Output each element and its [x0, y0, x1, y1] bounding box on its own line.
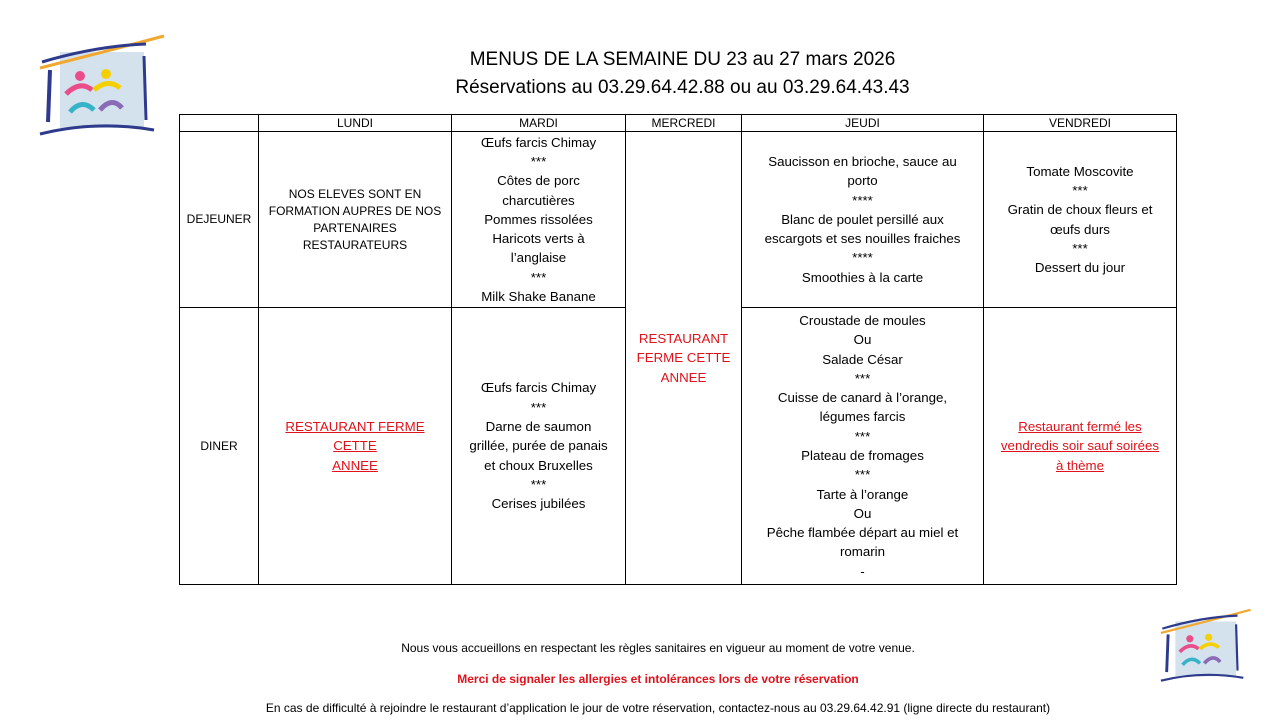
menu-line: porto	[847, 173, 878, 189]
menu-line: Croustade de moules	[799, 312, 926, 328]
menu-line: Côtes de porc	[497, 173, 580, 189]
table-row-dejeuner	[180, 132, 1177, 308]
menu-line: romarin	[839, 544, 886, 560]
menu-line: Gratin de choux fleurs et	[1007, 202, 1153, 218]
menu-line: Œufs farcis Chimay	[480, 134, 597, 150]
column-header-mercredi: MERCREDI	[626, 115, 742, 132]
menu-line: ****	[852, 192, 873, 208]
page-title: MENUS DE LA SEMAINE DU 23 au 27 mars 2026	[469, 49, 896, 70]
menu-line: charcutières	[502, 192, 575, 208]
contact-notice: En cas de difficulté à rejoindre le restaurant d’application le jour de votre réservation, contactez-nous au 03.29.64.42.91 (ligne directe du restaurant)	[265, 701, 1051, 715]
menu-line: PARTENAIRES	[313, 220, 397, 235]
menu-line: NOS ELEVES SONT EN	[288, 186, 422, 201]
row-label-diner: DINER	[180, 308, 259, 585]
menu-line: FORMATION AUPRES DE NOS	[268, 203, 442, 218]
menu-line: -	[860, 563, 865, 579]
reservation-phones: Réservations au 03.29.64.42.88 ou au 03.29.64.43.43	[455, 77, 910, 98]
closed-notice-line: RESTAURANT	[638, 331, 729, 347]
menu-line: Saucisson en brioche, sauce au	[768, 153, 957, 169]
cell-lundi-dejeuner	[259, 132, 452, 308]
menu-line: Salade César	[822, 351, 903, 367]
menu-line: Pêche flambée départ au miel et	[766, 525, 959, 541]
menu-line: légumes farcis	[819, 409, 906, 425]
weekly-menu-table	[179, 114, 1177, 585]
cell-mardi-diner	[452, 308, 626, 585]
menu-line: Blanc de poulet persillé aux	[781, 211, 944, 227]
menu-line: ***	[530, 399, 547, 415]
column-header-lundi: LUNDI	[259, 115, 452, 132]
menu-line: ***	[530, 476, 547, 492]
menu-line: Ou	[853, 505, 872, 521]
cell-vendredi-diner	[984, 308, 1177, 585]
menu-line: Smoothies à la carte	[801, 269, 924, 285]
menu-line: et choux Bruxelles	[484, 457, 593, 473]
menu-line: ***	[1072, 182, 1088, 198]
cell-mardi-dejeuner	[452, 132, 626, 308]
column-header-mardi: MARDI	[452, 115, 626, 132]
row-label-dejeuner: DEJEUNER	[180, 132, 259, 308]
cell-lundi-diner	[259, 308, 452, 585]
corner-cell	[180, 115, 259, 132]
cell-jeudi-diner	[742, 308, 984, 585]
menu-line: Darne de saumon	[485, 419, 592, 435]
closed-notice-line: à thème	[1055, 457, 1105, 473]
cell-mercredi-closed	[626, 132, 742, 585]
closed-notice-line: Restaurant fermé les	[1018, 419, 1142, 435]
menu-line: Dessert du jour	[1034, 260, 1126, 276]
closed-notice-line: ANNEE	[332, 457, 378, 473]
closed-notice-line: FERME CETTE	[636, 350, 731, 366]
menu-line: ****	[852, 250, 873, 266]
menu-line: Pommes rissolées	[484, 211, 593, 227]
menu-line: Tomate Moscovite	[1026, 163, 1134, 179]
allergy-notice: Merci de signaler les allergies et intolérances lors de votre réservation	[457, 672, 859, 686]
menu-line: RESTAURATEURS	[302, 237, 408, 252]
menu-line: Cerises jubilées	[491, 496, 586, 512]
closed-notice-line: vendredis soir sauf soirées	[1000, 438, 1160, 454]
menu-line: grillée, purée de panais	[469, 438, 608, 454]
menu-line: ***	[854, 428, 871, 444]
menu-line: œufs durs	[1050, 221, 1110, 237]
column-header-vendredi: VENDREDI	[984, 115, 1177, 132]
cell-vendredi-dejeuner	[984, 132, 1177, 308]
closed-notice-line: RESTAURANT FERME CETTE	[285, 419, 425, 454]
menu-line: Œufs farcis Chimay	[480, 380, 597, 396]
column-header-jeudi: JEUDI	[742, 115, 984, 132]
menu-line: Ou	[853, 332, 872, 348]
menu-line: l’anglaise	[510, 250, 567, 266]
menu-line: ***	[530, 153, 547, 169]
menu-line: escargots et ses nouilles fraiches	[764, 231, 961, 247]
menu-line: Milk Shake Banane	[481, 289, 596, 305]
menu-line: ***	[854, 467, 871, 483]
menu-line: Plateau de fromages	[801, 448, 924, 463]
cell-jeudi-dejeuner	[742, 132, 984, 308]
menu-line: Haricots verts à	[492, 231, 585, 247]
header-row	[180, 115, 1177, 132]
menu-line: ***	[1072, 240, 1088, 256]
closed-notice-line: ANNEE	[660, 369, 707, 385]
menu-line: ***	[530, 269, 547, 285]
menu-line: Tarte à l’orange	[816, 486, 909, 502]
menu-line: Cuisse de canard à l’orange,	[777, 390, 948, 406]
sanitary-notice: Nous vous accueillons en respectant les règles sanitaires en vigueur au moment de votre venue.	[401, 641, 915, 655]
menu-line: ***	[854, 370, 871, 386]
